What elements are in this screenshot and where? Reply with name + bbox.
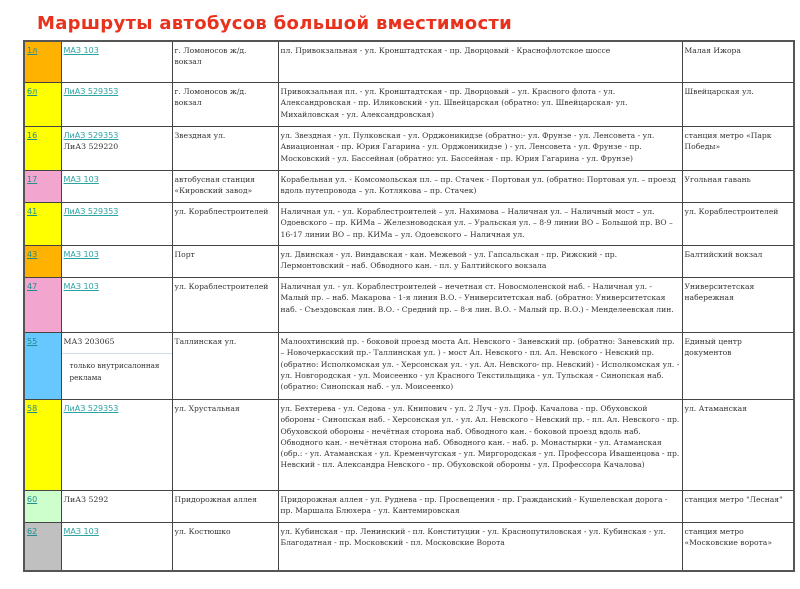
route-number-cell	[24, 278, 61, 333]
start-point: г. Ломоносов ж/д. вокзал	[172, 41, 278, 83]
route-path: ул. Бехтерева - ул. Седова - ул. Книпович - ул. 2 Луч - ул. Проф. Качалова - пр. Обуховской обороны - Синопская наб. - Херсонская ул. - ул. Ал. Невского - Невский пр. - пл. Ал. Невского - пр. Обуховской обороны - нечётная сторона наб. Обводного кан. - боковой проезд вдоль наб. Обводного кан. - нечётная сторона наб. Обводного кан. - наб. р. Монастырки - ул. Атаманская (обр.: - ул. Атаманская - ул. Кременчугская - ул. Миргородская - ул. Профессора Ивашенцова - пр. Невский - пл. Александра Невского - пр. Обуховской обороны - ул. Профессора Качалова)	[278, 400, 682, 491]
route-number-link[interactable]: 16	[27, 131, 38, 140]
bus-model-cell	[61, 523, 172, 572]
route-number-cell	[24, 41, 61, 83]
route-path: Наличная ул. - ул. Кораблестроителей – нечетная ст. Новосмоленской наб. - Наличная ул. - Малый пр. – наб. Макарова - 1-я линия В.О. - Университетская наб. (обратно: Университетская наб. - Съездовская лин. В.О. - Средний пр. – 8-я лин. В.О. - Малый пр. В.О.) - Менделеевская лин.	[278, 278, 682, 333]
table-row	[24, 41, 794, 83]
bus-model-cell	[61, 491, 172, 523]
bus-model-cell	[61, 83, 172, 127]
route-number-cell	[24, 491, 61, 523]
bus-model-link[interactable]: МАЗ 103	[63, 527, 99, 536]
end-point: станция метро «Московские ворота»	[682, 523, 794, 572]
route-path: Наличная ул. - ул. Кораблестроителей – ул. Нахимова – Наличная ул. – Наличный мост – ул. Одоевского – пр. КИМа – Железноводская ул. – Уральская ул. – 8-9 линии ВО – Большой пр. ВО – 16-17 линии ВО – пр. КИМа – ул. Одоевского – Наличная ул.	[278, 203, 682, 246]
end-point: Единый центр документов	[682, 333, 794, 400]
routes-table	[23, 40, 795, 572]
bus-model-cell	[61, 203, 172, 246]
start-point: Звездная ул.	[172, 127, 278, 171]
bus-note: только внутрисалонная реклама	[62, 353, 172, 383]
bus-model-text: ЛиАЗ 5292	[63, 495, 109, 504]
bus-model-text: МАЗ 203065	[63, 337, 115, 346]
bus-model-link[interactable]: МАЗ 103	[63, 175, 99, 184]
bus-model-cell	[61, 41, 172, 83]
route-path: Корабельная ул. - Комсомольская пл. – пр. Стачек - Портовая ул. (обратно: Портовая ул. – проезд вдоль путепровода – ул. Котлякова – пр. Стачек)	[278, 171, 682, 203]
start-point: ул. Костюшко	[172, 523, 278, 572]
table-row	[24, 278, 794, 333]
route-number-link[interactable]: 60	[27, 495, 38, 504]
bus-model-link[interactable]: МАЗ 103	[63, 46, 99, 55]
table-row	[24, 83, 794, 127]
route-path: Привокзальная пл. - ул. Кронштадтская - пр. Дворцовый – ул. Красного флота - ул. Александровская - пр. Иликовский - ул. Швейцарская (обратно: ул. Швейцарская- ул. Михайловская - ул. Александровская)	[278, 83, 682, 127]
page-title: Маршруты автобусов большой вместимости	[37, 13, 513, 34]
table-row	[24, 246, 794, 278]
end-point: Университетская набережная	[682, 278, 794, 333]
bus-model-link[interactable]: ЛиАЗ 529353	[63, 207, 119, 216]
end-point: ул. Кораблестроителей	[682, 203, 794, 246]
start-point: ул. Кораблестроителей	[172, 278, 278, 333]
end-point: ул. Атаманская	[682, 400, 794, 491]
bus-model-cell	[61, 246, 172, 278]
bus-model-cell	[61, 278, 172, 333]
table-row	[24, 203, 794, 246]
route-number-link[interactable]: 43	[27, 250, 38, 259]
start-point: ул. Хрустальная	[172, 400, 278, 491]
end-point: станция метро «Парк Победы»	[682, 127, 794, 171]
end-point: Малая Ижора	[682, 41, 794, 83]
route-path: ул. Звездная - ул. Пулковская - ул. Орджоникидзе (обратно:- ул. Фрунзе - ул. Ленсовета - ул. Авиационная - пр. Юрия Гагарина - ул. Орджоникидзе ) - ул. Ленсовета - ул. Фрунзе - пр. Московский - ул. Бассейная (обратно: ул. Бассейная - пр. Юрия Гагарина - ул. Фрунзе)	[278, 127, 682, 171]
start-point: ул. Кораблестроителей	[172, 203, 278, 246]
route-path: Придорожная аллея - ул. Руднева - пр. Просвещения - пр. Гражданский - Кушелевская дорога - пр. Маршала Блюхера - ул. Кантемировская	[278, 491, 682, 523]
route-number-cell	[24, 400, 61, 491]
table-row	[24, 171, 794, 203]
bus-model-link[interactable]: МАЗ 103	[63, 282, 99, 291]
route-number-link[interactable]: 41	[27, 207, 38, 216]
start-point: Порт	[172, 246, 278, 278]
table-row	[24, 127, 794, 171]
route-number-cell	[24, 203, 61, 246]
route-path: пл. Привокзальная - ул. Кронштадтская - пр. Дворцовый - Краснофлотское шоссе	[278, 41, 682, 83]
route-number-link[interactable]: 6л	[27, 87, 38, 96]
bus-model-link[interactable]: ЛиАЗ 529353	[63, 404, 119, 413]
table-row	[24, 400, 794, 491]
bus-model-cell	[61, 333, 172, 400]
route-number-link[interactable]: 47	[27, 282, 38, 291]
bus-model-secondary: ЛиАЗ 529220	[63, 142, 119, 152]
route-number-link[interactable]: 17	[27, 175, 38, 184]
bus-model-cell	[61, 127, 172, 171]
route-path: Малоохтинский пр. - боковой проезд моста Ал. Невского - Заневский пр. (обратно: Заневский пр. – Новочеркасский пр.- Таллинская ул. ) - мост Ал. Невского - пл. Ал. Невского - Невский пр. (обратно: Исполкомская ул. - Херсонская ул. - ул. Ал. Невского- пр. Невский) - Исполкомская ул. - ул. Новгородская - ул. Моисеенко - ул Красного Текстильщика - ул. Тульская - Синопская наб. (обратно: Синопская наб. - ул. Моисеенко)	[278, 333, 682, 400]
route-path: ул. Кубинская - пр. Ленинский - пл. Конституции - ул. Краснопутиловская - ул. Кубинская - ул. Благодатная - пр. Московский - пл. Московские Ворота	[278, 523, 682, 572]
table-row	[24, 491, 794, 523]
route-number-link[interactable]: 55	[27, 337, 38, 346]
route-number-cell	[24, 171, 61, 203]
end-point: станция метро "Лесная"	[682, 491, 794, 523]
route-number-link[interactable]: 62	[27, 527, 38, 536]
bus-model-link[interactable]: МАЗ 103	[63, 250, 99, 259]
route-number-cell	[24, 127, 61, 171]
table-row	[24, 523, 794, 572]
end-point: Балтийский вокзал	[682, 246, 794, 278]
route-number-cell	[24, 523, 61, 572]
start-point: Таллинская ул.	[172, 333, 278, 400]
start-point: автобусная станция «Кировский завод»	[172, 171, 278, 203]
end-point: Угольная гавань	[682, 171, 794, 203]
start-point: г. Ломоносов ж/д. вокзал	[172, 83, 278, 127]
route-number-cell	[24, 333, 61, 400]
start-point: Придорожная аллея	[172, 491, 278, 523]
bus-model-cell	[61, 171, 172, 203]
route-number-cell	[24, 83, 61, 127]
route-number-link[interactable]: 1л	[27, 46, 38, 55]
bus-model-link[interactable]: ЛиАЗ 529353	[63, 131, 119, 140]
route-number-cell	[24, 246, 61, 278]
bus-model-link[interactable]: ЛиАЗ 529353	[63, 87, 119, 96]
route-path: ул. Двинская - ул. Виндавская - кан. Межевой - ул. Гапсальская - пр. Рижский - пр. Лермонтовский - наб. Обводного кан. - пл. у Балтийского вокзала	[278, 246, 682, 278]
end-point: Швейцарская ул.	[682, 83, 794, 127]
bus-model-cell	[61, 400, 172, 491]
table-row	[24, 333, 794, 400]
route-number-link[interactable]: 58	[27, 404, 38, 413]
